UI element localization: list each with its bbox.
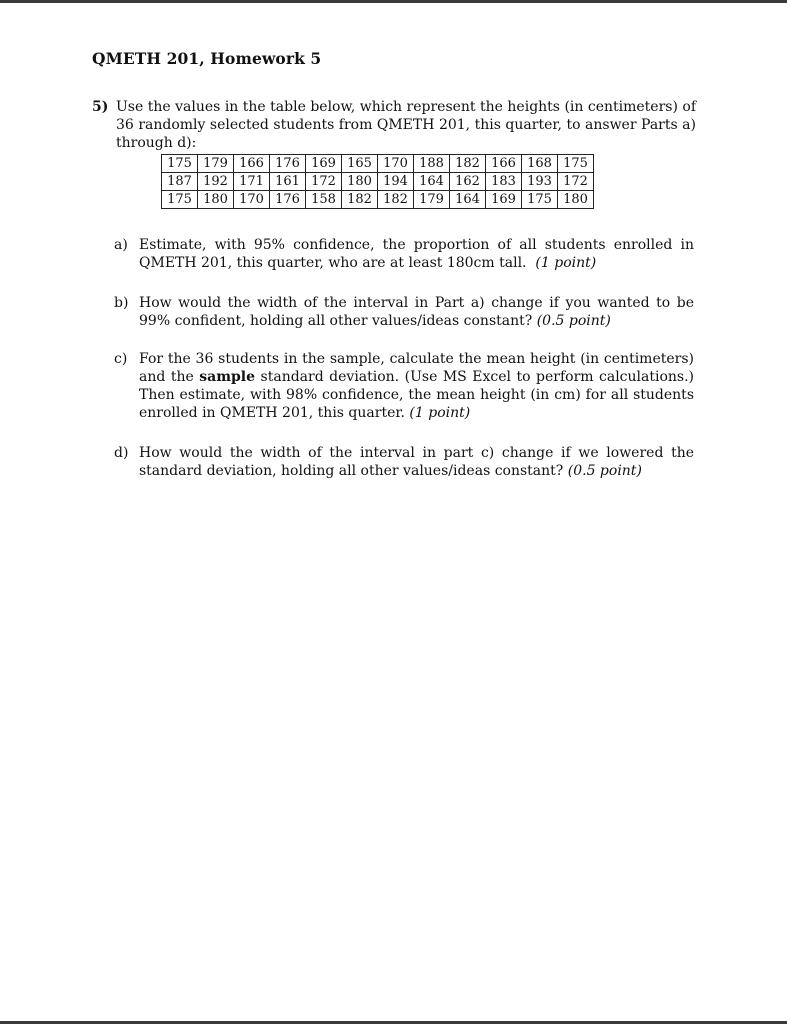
part-c <box>114 350 694 422</box>
table-cell: 172 <box>306 173 342 191</box>
table-cell: 182 <box>378 191 414 209</box>
part-a <box>114 236 694 272</box>
part-a-body: Estimate, with 95% confidence, the proportion of all students enrolled in QMETH 201, this quarter, who are at least 180cm tall. <box>139 237 694 271</box>
table-cell: 194 <box>378 173 414 191</box>
table-cell: 180 <box>198 191 234 209</box>
table-cell: 170 <box>234 191 270 209</box>
table-cell: 161 <box>270 173 306 191</box>
table-cell: 183 <box>486 173 522 191</box>
table-cell: 164 <box>450 191 486 209</box>
table-cell: 182 <box>450 155 486 173</box>
table-cell: 164 <box>414 173 450 191</box>
table-cell: 193 <box>522 173 558 191</box>
table-cell: 176 <box>270 191 306 209</box>
part-d-text <box>139 444 694 480</box>
part-d-body: How would the width of the interval in part c) change if we lowered the standard deviation, holding all other values/ideas constant? <box>139 445 694 479</box>
question-number: 5) <box>92 99 109 115</box>
question-5 <box>92 98 696 152</box>
table-cell: 175 <box>522 191 558 209</box>
part-c-bold-word: sample <box>199 369 256 385</box>
part-d-label: d) <box>114 445 129 461</box>
part-d-points: (0.5 point) <box>567 463 642 479</box>
part-d <box>114 444 694 480</box>
table-cell: 162 <box>450 173 486 191</box>
table-cell: 166 <box>234 155 270 173</box>
table-cell: 168 <box>522 155 558 173</box>
part-a-text <box>139 236 694 272</box>
table-row <box>162 191 594 209</box>
table-cell: 170 <box>378 155 414 173</box>
table-cell: 192 <box>198 173 234 191</box>
table-cell: 188 <box>414 155 450 173</box>
top-border <box>0 0 787 3</box>
table-row <box>162 155 594 173</box>
part-a-points: (1 point) <box>535 255 597 271</box>
part-b-points: (0.5 point) <box>536 313 611 329</box>
table-cell: 172 <box>558 173 594 191</box>
table-cell: 180 <box>558 191 594 209</box>
table-cell: 179 <box>198 155 234 173</box>
table-cell: 169 <box>486 191 522 209</box>
table-row <box>162 173 594 191</box>
question-prompt: Use the values in the table below, which represent the heights (in centimeters) of 36 randomly selected students from QMETH 201, this quarter, to answer Parts a) through d): <box>116 99 696 151</box>
table-cell: 169 <box>306 155 342 173</box>
table-cell: 180 <box>342 173 378 191</box>
table-cell: 175 <box>558 155 594 173</box>
part-b-text <box>139 294 694 330</box>
table-cell: 166 <box>486 155 522 173</box>
part-c-body-end: standard deviation. (Use MS Excel to perform calculations.) Then estimate, with 98% confidence, the mean height (in cm) for all students enrolled in QMETH 201, this quarter. <box>139 369 695 421</box>
table-cell: 165 <box>342 155 378 173</box>
part-c-label: c) <box>114 351 128 367</box>
table-cell: 158 <box>306 191 342 209</box>
heights-table <box>161 154 594 209</box>
table-cell: 187 <box>162 173 198 191</box>
part-b-body: How would the width of the interval in Part a) change if you wanted to be 99% confident, holding all other values/ideas constant? <box>139 295 694 329</box>
part-c-text <box>139 350 694 422</box>
part-a-label: a) <box>114 237 128 253</box>
part-b-label: b) <box>114 295 129 311</box>
table-cell: 171 <box>234 173 270 191</box>
page-title: QMETH 201, Homework 5 <box>92 49 322 68</box>
table-cell: 175 <box>162 191 198 209</box>
part-c-points: (1 point) <box>409 405 471 421</box>
part-b <box>114 294 694 330</box>
part-c-body-start: For the 36 students in the sample, calculate the mean height (in centimeters) and the <box>139 351 694 385</box>
table-cell: 182 <box>342 191 378 209</box>
table-cell: 179 <box>414 191 450 209</box>
table-cell: 176 <box>270 155 306 173</box>
table-cell: 175 <box>162 155 198 173</box>
